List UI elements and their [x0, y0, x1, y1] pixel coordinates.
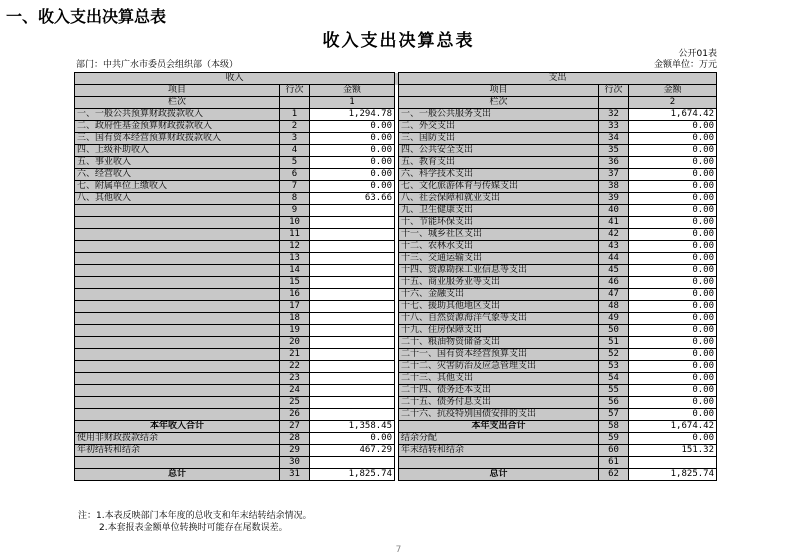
expense-amount: 0.00 — [629, 385, 717, 397]
income-item: 一、一般公共预算财政拨款收入 — [75, 109, 280, 121]
expense-item: 七、文化旅游体育与传媒支出 — [399, 181, 599, 193]
expense-amount: 0.00 — [629, 169, 717, 181]
expense-item: 十一、城乡社区支出 — [399, 229, 599, 241]
income-amount — [310, 229, 395, 241]
expense-item: 三、国防支出 — [399, 133, 599, 145]
expense-line-no: 51 — [599, 337, 629, 349]
expense-item: 二十一、国有资本经营预算支出 — [399, 349, 599, 361]
expense-header: 支出 — [399, 73, 717, 85]
table-row — [75, 157, 717, 169]
expense-item: 五、教育支出 — [399, 157, 599, 169]
income-amount — [310, 289, 395, 301]
income-amount — [310, 253, 395, 265]
unit-label: 金额单位：万元 — [653, 60, 717, 70]
income-item — [75, 337, 280, 349]
income-amount: 1,825.74 — [310, 469, 395, 481]
expense-amount: 1,674.42 — [629, 109, 717, 121]
expense-item: 二十四、债务还本支出 — [399, 385, 599, 397]
table-row — [75, 397, 717, 409]
income-line-no: 3 — [280, 133, 310, 145]
note-2: 2.本套报表金额单位转换时可能存在尾数误差。 — [99, 523, 288, 533]
income-amount — [310, 301, 395, 313]
expense-item: 总计 — [399, 469, 599, 481]
expense-item: 一、一般公共服务支出 — [399, 109, 599, 121]
expense-item: 二十三、其他支出 — [399, 373, 599, 385]
table-row — [75, 409, 717, 421]
table-row — [75, 181, 717, 193]
expense-amount — [629, 457, 717, 469]
income-amount — [310, 409, 395, 421]
table-row — [75, 349, 717, 361]
table-row — [75, 313, 717, 325]
income-item — [75, 289, 280, 301]
table-row — [75, 241, 717, 253]
expense-line-no: 37 — [599, 169, 629, 181]
expense-line-no: 49 — [599, 313, 629, 325]
expense-item: 十、节能环保支出 — [399, 217, 599, 229]
income-amount: 0.00 — [310, 133, 395, 145]
table-row — [75, 133, 717, 145]
income-line-no: 20 — [280, 337, 310, 349]
income-amount: 467.29 — [310, 445, 395, 457]
income-amount — [310, 457, 395, 469]
table-row — [75, 229, 717, 241]
income-item — [75, 265, 280, 277]
expense-item: 十三、交通运输支出 — [399, 253, 599, 265]
table-row — [75, 385, 717, 397]
expense-item: 四、公共安全支出 — [399, 145, 599, 157]
income-line-no: 29 — [280, 445, 310, 457]
income-column-number: 1 — [310, 97, 395, 109]
table-row — [75, 265, 717, 277]
expense-line-no: 45 — [599, 265, 629, 277]
expense-amount: 1,825.74 — [629, 469, 717, 481]
income-line-no: 11 — [280, 229, 310, 241]
table-row — [75, 433, 717, 445]
expense-amount: 0.00 — [629, 193, 717, 205]
expense-item: 十四、资源勘探工业信息等支出 — [399, 265, 599, 277]
expense-item: 二十二、灾害防治及应急管理支出 — [399, 361, 599, 373]
income-item — [75, 409, 280, 421]
income-amount — [310, 313, 395, 325]
income-item: 使用非财政拨款结余 — [75, 433, 280, 445]
income-line-no: 21 — [280, 349, 310, 361]
expense-line-no: 33 — [599, 121, 629, 133]
income-amount — [310, 241, 395, 253]
expense-line-no: 57 — [599, 409, 629, 421]
income-amount: 0.00 — [310, 121, 395, 133]
expense-amount: 0.00 — [629, 205, 717, 217]
income-item — [75, 241, 280, 253]
expense-line-no: 62 — [599, 469, 629, 481]
expense-line-no: 39 — [599, 193, 629, 205]
income-item: 三、国有资本经营预算财政拨款收入 — [75, 133, 280, 145]
note-1: 注：1.本表反映部门本年度的总收支和年末结转结余情况。 — [78, 511, 312, 521]
expense-amount: 0.00 — [629, 145, 717, 157]
expense-amount: 0.00 — [629, 253, 717, 265]
income-line-no: 7 — [280, 181, 310, 193]
expense-amount: 0.00 — [629, 349, 717, 361]
notes — [78, 510, 312, 534]
expense-amount: 0.00 — [629, 241, 717, 253]
income-line-no: 13 — [280, 253, 310, 265]
income-amount-header: 金额 — [310, 85, 395, 97]
table-title: 收入支出决算总表 — [322, 31, 475, 51]
expense-line-no: 40 — [599, 205, 629, 217]
expense-amount: 0.00 — [629, 229, 717, 241]
expense-column-number: 2 — [629, 97, 717, 109]
income-item — [75, 229, 280, 241]
table-row — [75, 445, 717, 457]
income-header: 收入 — [75, 73, 395, 85]
income-item — [75, 397, 280, 409]
expense-item: 二十、粮油物资储备支出 — [399, 337, 599, 349]
expense-line-no: 58 — [599, 421, 629, 433]
income-line-no: 22 — [280, 361, 310, 373]
income-item: 二、政府性基金预算财政拨款收入 — [75, 121, 280, 133]
income-amount: 0.00 — [310, 181, 395, 193]
income-item-header: 项目 — [75, 85, 280, 97]
expense-amount: 151.32 — [629, 445, 717, 457]
expense-item: 十二、农林水支出 — [399, 241, 599, 253]
expense-line-no: 48 — [599, 301, 629, 313]
form-code: 公开01表 — [678, 49, 717, 59]
expense-amount: 0.00 — [629, 289, 717, 301]
section-heading: 一、收入支出决算总表 — [6, 7, 167, 26]
income-line-no: 10 — [280, 217, 310, 229]
income-item: 六、经营收入 — [75, 169, 280, 181]
income-amount: 0.00 — [310, 169, 395, 181]
expense-amount: 0.00 — [629, 265, 717, 277]
expense-item: 二、外交支出 — [399, 121, 599, 133]
expense-amount: 0.00 — [629, 133, 717, 145]
expense-item-header: 项目 — [399, 85, 599, 97]
income-line-no: 27 — [280, 421, 310, 433]
income-amount: 0.00 — [310, 433, 395, 445]
income-line-no: 30 — [280, 457, 310, 469]
expense-amount: 0.00 — [629, 157, 717, 169]
income-item: 总计 — [75, 469, 280, 481]
expense-item: 六、科学技术支出 — [399, 169, 599, 181]
income-item: 八、其他收入 — [75, 193, 280, 205]
expense-item: 结余分配 — [399, 433, 599, 445]
income-item — [75, 277, 280, 289]
income-amount — [310, 361, 395, 373]
table-row — [75, 301, 717, 313]
income-amount — [310, 205, 395, 217]
income-amount: 0.00 — [310, 157, 395, 169]
expense-line-no: 36 — [599, 157, 629, 169]
expense-item: 十八、自然资源海洋气象等支出 — [399, 313, 599, 325]
income-item — [75, 325, 280, 337]
income-line-no: 24 — [280, 385, 310, 397]
income-line-no: 15 — [280, 277, 310, 289]
table-row — [75, 193, 717, 205]
expense-item: 八、社会保障和就业支出 — [399, 193, 599, 205]
department-label: 部门：中共广水市委员会组织部（本级） — [76, 60, 239, 70]
income-amount: 1,294.78 — [310, 109, 395, 121]
expense-line-no: 46 — [599, 277, 629, 289]
expense-line-no: 60 — [599, 445, 629, 457]
expense-item: 二十六、抗疫特别国债安排的支出 — [399, 409, 599, 421]
expense-item: 本年支出合计 — [399, 421, 599, 433]
table-row — [75, 469, 717, 481]
income-amount: 63.66 — [310, 193, 395, 205]
income-amount — [310, 349, 395, 361]
expense-line-no: 35 — [599, 145, 629, 157]
expense-column-label: 栏次 — [399, 97, 599, 109]
income-line-no: 2 — [280, 121, 310, 133]
expense-amount: 0.00 — [629, 373, 717, 385]
expense-item — [399, 457, 599, 469]
income-expense-table — [74, 72, 717, 481]
expense-item: 十六、金融支出 — [399, 289, 599, 301]
income-line-no: 8 — [280, 193, 310, 205]
expense-line-no: 47 — [599, 289, 629, 301]
table-row — [75, 373, 717, 385]
expense-amount: 0.00 — [629, 409, 717, 421]
income-amount — [310, 337, 395, 349]
expense-line-no: 38 — [599, 181, 629, 193]
income-column-label: 栏次 — [75, 97, 280, 109]
expense-item: 十九、住房保障支出 — [399, 325, 599, 337]
expense-amount: 0.00 — [629, 397, 717, 409]
table-row — [75, 361, 717, 373]
expense-line-header: 行次 — [599, 85, 629, 97]
expense-item: 十五、商业服务业等支出 — [399, 277, 599, 289]
expense-amount: 0.00 — [629, 301, 717, 313]
income-line-no: 17 — [280, 301, 310, 313]
income-amount — [310, 385, 395, 397]
expense-amount: 0.00 — [629, 433, 717, 445]
expense-line-no: 43 — [599, 241, 629, 253]
expense-item: 九、卫生健康支出 — [399, 205, 599, 217]
expense-item: 年末结转和结余 — [399, 445, 599, 457]
income-item — [75, 217, 280, 229]
expense-amount-header: 金额 — [629, 85, 717, 97]
expense-line-no: 55 — [599, 385, 629, 397]
expense-line-no: 42 — [599, 229, 629, 241]
income-line-no: 9 — [280, 205, 310, 217]
expense-amount: 0.00 — [629, 325, 717, 337]
income-item — [75, 457, 280, 469]
expense-amount: 1,674.42 — [629, 421, 717, 433]
income-line-no: 25 — [280, 397, 310, 409]
income-item: 七、附属单位上缴收入 — [75, 181, 280, 193]
table-row — [75, 337, 717, 349]
income-item — [75, 313, 280, 325]
expense-line-no: 59 — [599, 433, 629, 445]
income-line-no: 23 — [280, 373, 310, 385]
expense-amount: 0.00 — [629, 121, 717, 133]
income-amount — [310, 217, 395, 229]
income-line-header: 行次 — [280, 85, 310, 97]
expense-line-no: 53 — [599, 361, 629, 373]
expense-line-no: 34 — [599, 133, 629, 145]
expense-line-no: 44 — [599, 253, 629, 265]
income-line-no: 18 — [280, 313, 310, 325]
expense-amount: 0.00 — [629, 217, 717, 229]
expense-amount: 0.00 — [629, 361, 717, 373]
expense-amount: 0.00 — [629, 181, 717, 193]
income-amount: 0.00 — [310, 145, 395, 157]
income-amount — [310, 277, 395, 289]
income-item: 年初结转和结余 — [75, 445, 280, 457]
income-item — [75, 349, 280, 361]
expense-line-no: 61 — [599, 457, 629, 469]
expense-line-no: 50 — [599, 325, 629, 337]
income-item — [75, 205, 280, 217]
expense-line-no: 54 — [599, 373, 629, 385]
expense-item: 二十五、债务付息支出 — [399, 397, 599, 409]
income-line-no: 6 — [280, 169, 310, 181]
table-row — [75, 169, 717, 181]
page-number: 7 — [395, 545, 402, 555]
income-line-no: 31 — [280, 469, 310, 481]
table-row — [75, 289, 717, 301]
income-line-no: 16 — [280, 289, 310, 301]
table-row — [75, 205, 717, 217]
table-row — [75, 145, 717, 157]
table-row — [75, 457, 717, 469]
expense-amount: 0.00 — [629, 313, 717, 325]
income-amount — [310, 325, 395, 337]
table-row — [75, 121, 717, 133]
table-row — [75, 253, 717, 265]
income-line-no: 5 — [280, 157, 310, 169]
table-row — [75, 277, 717, 289]
income-item — [75, 253, 280, 265]
table-row — [75, 325, 717, 337]
table-row — [75, 421, 717, 433]
income-line-no: 19 — [280, 325, 310, 337]
income-amount — [310, 373, 395, 385]
income-item — [75, 301, 280, 313]
income-amount — [310, 397, 395, 409]
expense-item: 十七、援助其他地区支出 — [399, 301, 599, 313]
income-amount — [310, 265, 395, 277]
income-item — [75, 373, 280, 385]
income-item — [75, 385, 280, 397]
table-row — [75, 217, 717, 229]
expense-line-no: 41 — [599, 217, 629, 229]
income-line-no: 26 — [280, 409, 310, 421]
income-amount: 1,358.45 — [310, 421, 395, 433]
income-line-no: 12 — [280, 241, 310, 253]
income-line-no: 1 — [280, 109, 310, 121]
expense-amount: 0.00 — [629, 337, 717, 349]
income-line-no: 28 — [280, 433, 310, 445]
income-item: 四、上级补助收入 — [75, 145, 280, 157]
expense-line-no: 32 — [599, 109, 629, 121]
expense-line-no: 56 — [599, 397, 629, 409]
income-item: 五、事业收入 — [75, 157, 280, 169]
income-item — [75, 361, 280, 373]
expense-amount: 0.00 — [629, 277, 717, 289]
income-item: 本年收入合计 — [75, 421, 280, 433]
table-row — [75, 109, 717, 121]
expense-line-no: 52 — [599, 349, 629, 361]
income-line-no: 14 — [280, 265, 310, 277]
income-line-no: 4 — [280, 145, 310, 157]
